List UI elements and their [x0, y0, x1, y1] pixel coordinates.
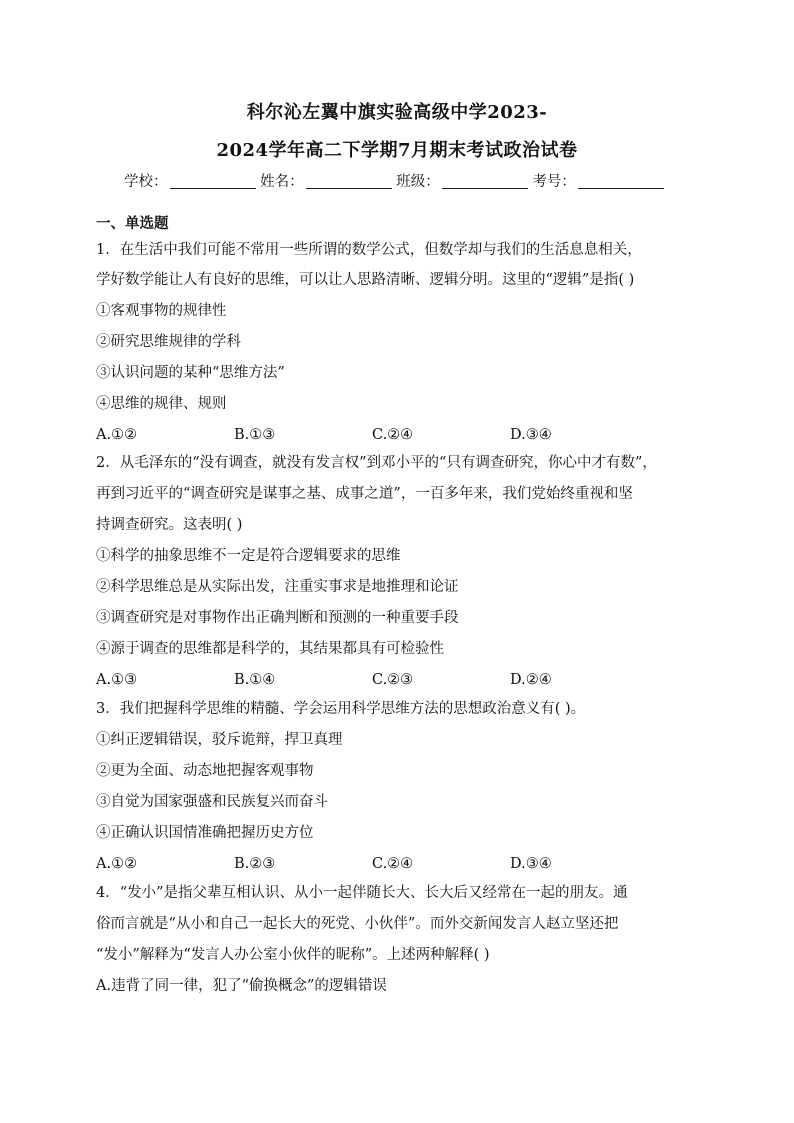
- q4-stem-line1: 4．“发小”是指父辈互相认识、从小一起伴随长大、长大后又经常在一起的朋友。通: [96, 885, 628, 901]
- q2-option-c: C.②③: [372, 672, 414, 688]
- exam-no-label: 考号：: [532, 174, 576, 190]
- section-heading: 一、单选题: [96, 215, 169, 232]
- q2-stem-line1: 2．从毛泽东的“没有调查，就没有发言权”到邓小平的“只有调查研究，你心中才有数”，: [96, 455, 657, 471]
- name-field: [260, 170, 392, 191]
- q2-item-1: ①科学的抽象思维不一定是符合逻辑要求的思维: [96, 548, 401, 564]
- q2-option-b: B.①④: [234, 672, 276, 688]
- exam-title-line2: 2024学年高二下学期7月期末考试政治试卷: [216, 140, 578, 161]
- exam-no-blank: [578, 174, 664, 189]
- q2-stem-line3: 持调查研究。这表明( ): [96, 517, 243, 533]
- q2-item-4: ④源于调查的思维都是科学的，其结果都具有可检验性: [96, 641, 444, 657]
- q3-item-4: ④正确认识国情准确把握历史方位: [96, 825, 314, 841]
- q2-option-d: D.②④: [510, 672, 552, 688]
- name-label: 姓名：: [260, 174, 304, 190]
- school-field: [124, 170, 256, 191]
- q1-stem-line2: 学好数学能让人有良好的思维，可以让人思路清晰、逻辑分明。这里的“逻辑”是指( ): [96, 272, 635, 288]
- school-blank: [170, 174, 256, 189]
- q3-option-b: B.②③: [234, 856, 276, 872]
- q2-item-2: ②科学思维总是从实际出发，注重实事求是地推理和论证: [96, 579, 459, 595]
- q3-option-d: D.③④: [510, 856, 552, 872]
- q2-item-3: ③调查研究是对事物作出正确判断和预测的一种重要手段: [96, 610, 459, 626]
- q3-item-3: ③自觉为国家强盛和民族复兴而奋斗: [96, 794, 328, 810]
- q1-option-a: A.①②: [96, 427, 138, 443]
- name-blank: [306, 174, 392, 189]
- student-info-row: [124, 170, 684, 191]
- q4-option-a: A.违背了同一律，犯了“偷换概念”的逻辑错误: [96, 978, 387, 994]
- q3-item-2: ②更为全面、动态地把握客观事物: [96, 763, 314, 779]
- q1-item-2: ②研究思维规律的学科: [96, 334, 241, 350]
- class-field: [396, 170, 528, 191]
- q1-option-d: D.③④: [510, 427, 552, 443]
- q3-option-a: A.①②: [96, 856, 138, 872]
- exam-no-field: [532, 170, 664, 191]
- q4-stem-line2: 俗而言就是“从小和自己一起长大的死党、小伙伴”。而外交新闻发言人赵立坚还把: [96, 916, 619, 932]
- q1-stem-line1: 1．在生活中我们可能不常用一些所谓的数学公式，但数学却与我们的生活息息相关，: [96, 242, 642, 258]
- q3-stem-line1: 3．我们把握科学思维的精髓、学会运用科学思维方法的思想政治意义有( )。: [96, 701, 586, 717]
- q3-item-1: ①纠正逻辑错误，驳斥诡辩，捍卫真理: [96, 732, 343, 748]
- school-label: 学校：: [124, 174, 168, 190]
- exam-title-line1: 科尔沁左翼中旗实验高级中学2023-: [246, 102, 548, 123]
- q2-option-a: A.①③: [96, 672, 138, 688]
- q4-stem-line3: “发小”解释为“发言人办公室小伙伴的昵称”。上述两种解释( ): [96, 947, 490, 963]
- q1-option-c: C.②④: [372, 427, 414, 443]
- q1-option-b: B.①③: [234, 427, 276, 443]
- class-blank: [442, 174, 528, 189]
- q3-option-c: C.②④: [372, 856, 414, 872]
- q1-item-1: ①客观事物的规律性: [96, 303, 227, 319]
- q1-item-3: ③认识问题的某种“思维方法”: [96, 365, 285, 381]
- class-label: 班级：: [396, 174, 440, 190]
- q2-stem-line2: 再到习近平的“调查研究是谋事之基、成事之道”，一百多年来，我们党始终重视和坚: [96, 486, 633, 502]
- q1-item-4: ④思维的规律、规则: [96, 396, 227, 412]
